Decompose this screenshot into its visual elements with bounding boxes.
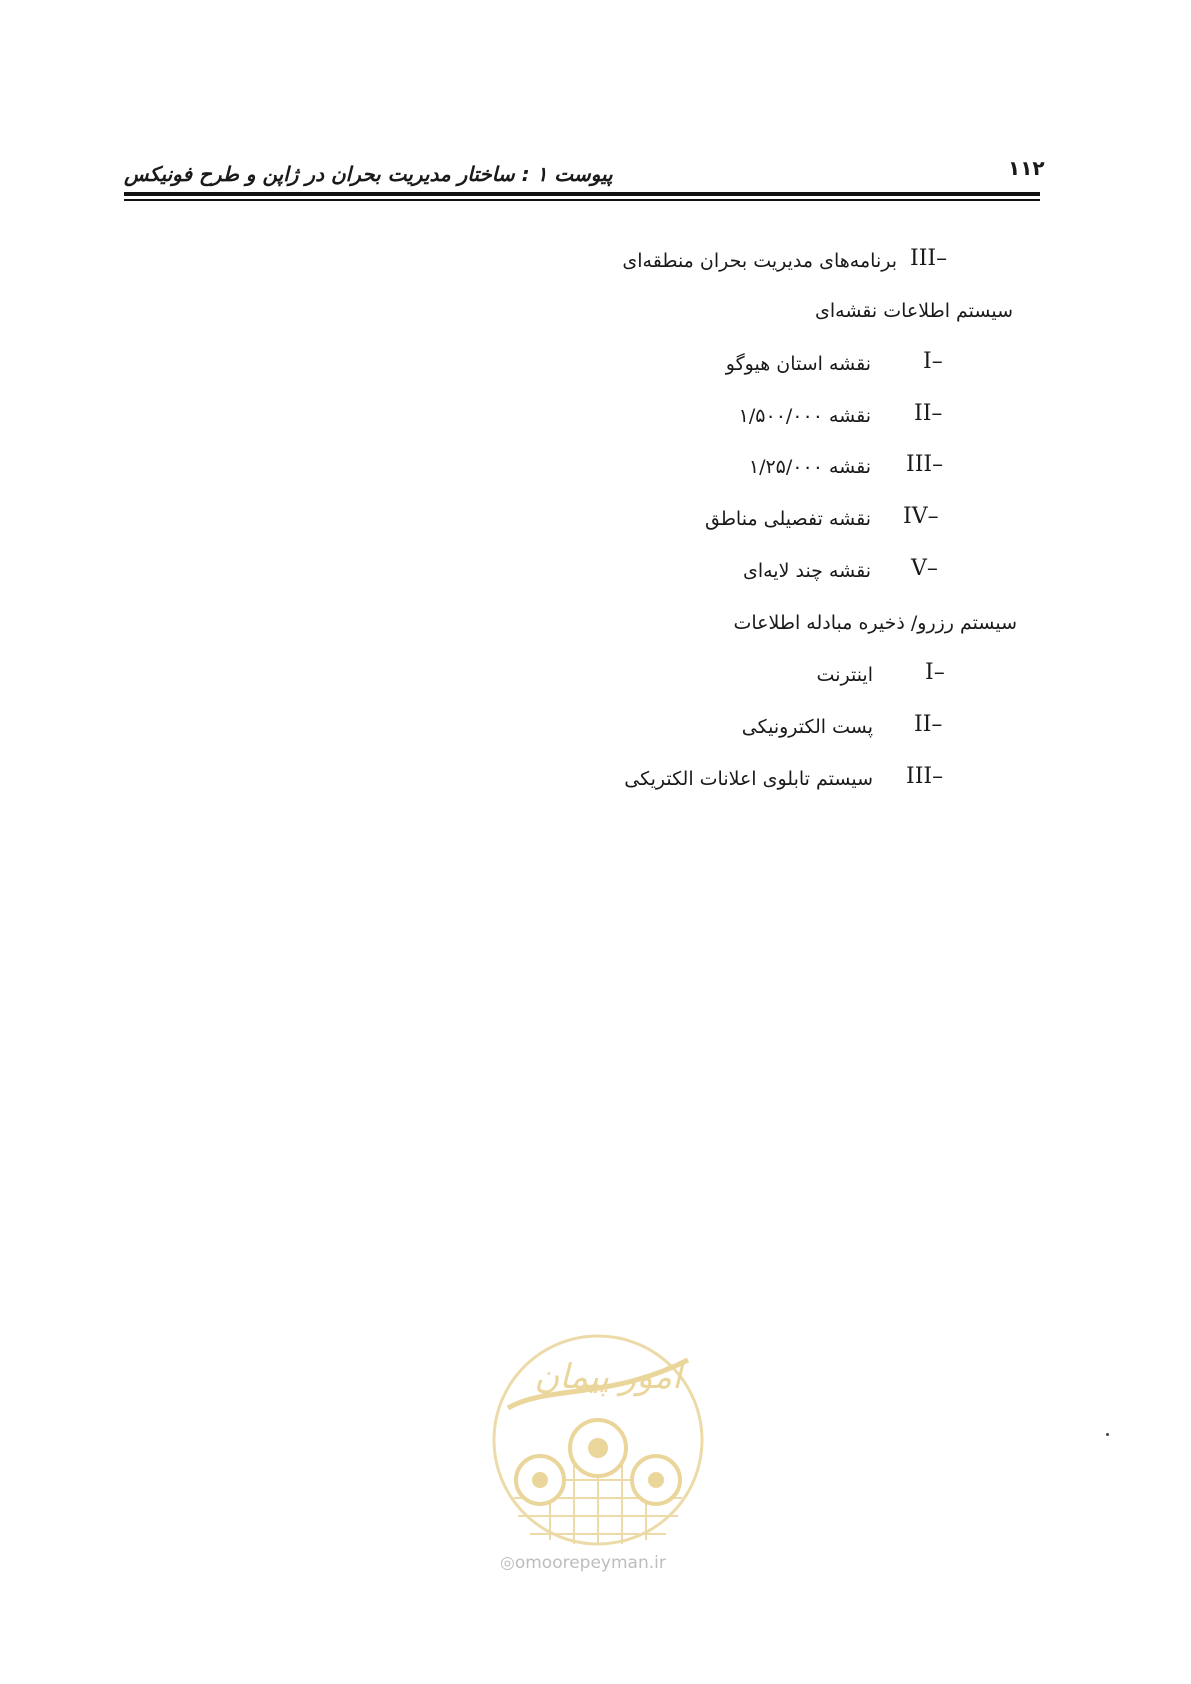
item-numeral: III– [906, 452, 944, 477]
item-text: اینترنت [816, 664, 873, 686]
item-text: پست الکترونیکی [741, 716, 873, 738]
item-numeral: V– [911, 556, 938, 581]
item-text: برنامه‌های مدیریت بحران منطقه‌ای [622, 250, 897, 272]
item-text: سیستم تابلوی اعلانات الکتریکی [624, 768, 873, 790]
item-numeral: IV– [903, 504, 939, 529]
item-numeral: I– [925, 660, 945, 685]
item-numeral: III– [910, 246, 948, 271]
section-heading-exchange: سیستم رزرو/ ذخیره مبادله اطلاعات [733, 612, 1017, 634]
header-rule-thin [124, 199, 1040, 201]
section-heading-maps: سیستم اطلاعات نقشه‌ای [815, 300, 1013, 322]
item-text: نقشه ۱/۵۰۰/۰۰۰ [738, 405, 871, 427]
running-header: پیوست ۱ : ساختار مدیریت بحران در ژاپن و طرح فونیکس [124, 162, 613, 186]
header-rule-thick [124, 192, 1040, 196]
watermark-logo [488, 1330, 708, 1580]
item-numeral: II– [914, 712, 943, 737]
page-number: ۱۱۲ [1008, 156, 1045, 180]
item-text: نقشه تفصیلی مناطق [704, 508, 871, 530]
item-text: نقشه ۱/۲۵/۰۰۰ [748, 456, 871, 478]
watermark-url: ◎omoorepeyman.ir [500, 1553, 666, 1573]
stray-dot [1106, 1433, 1109, 1436]
item-numeral: III– [906, 764, 944, 789]
item-numeral: I– [923, 349, 943, 374]
watermark-logo-text: امور پیمان [534, 1357, 682, 1397]
globe-icon: ◎ [500, 1553, 515, 1573]
item-text: نقشه استان هیوگو [725, 353, 871, 375]
item-numeral: II– [914, 401, 943, 426]
item-text: نقشه چند لایه‌ای [742, 560, 871, 582]
